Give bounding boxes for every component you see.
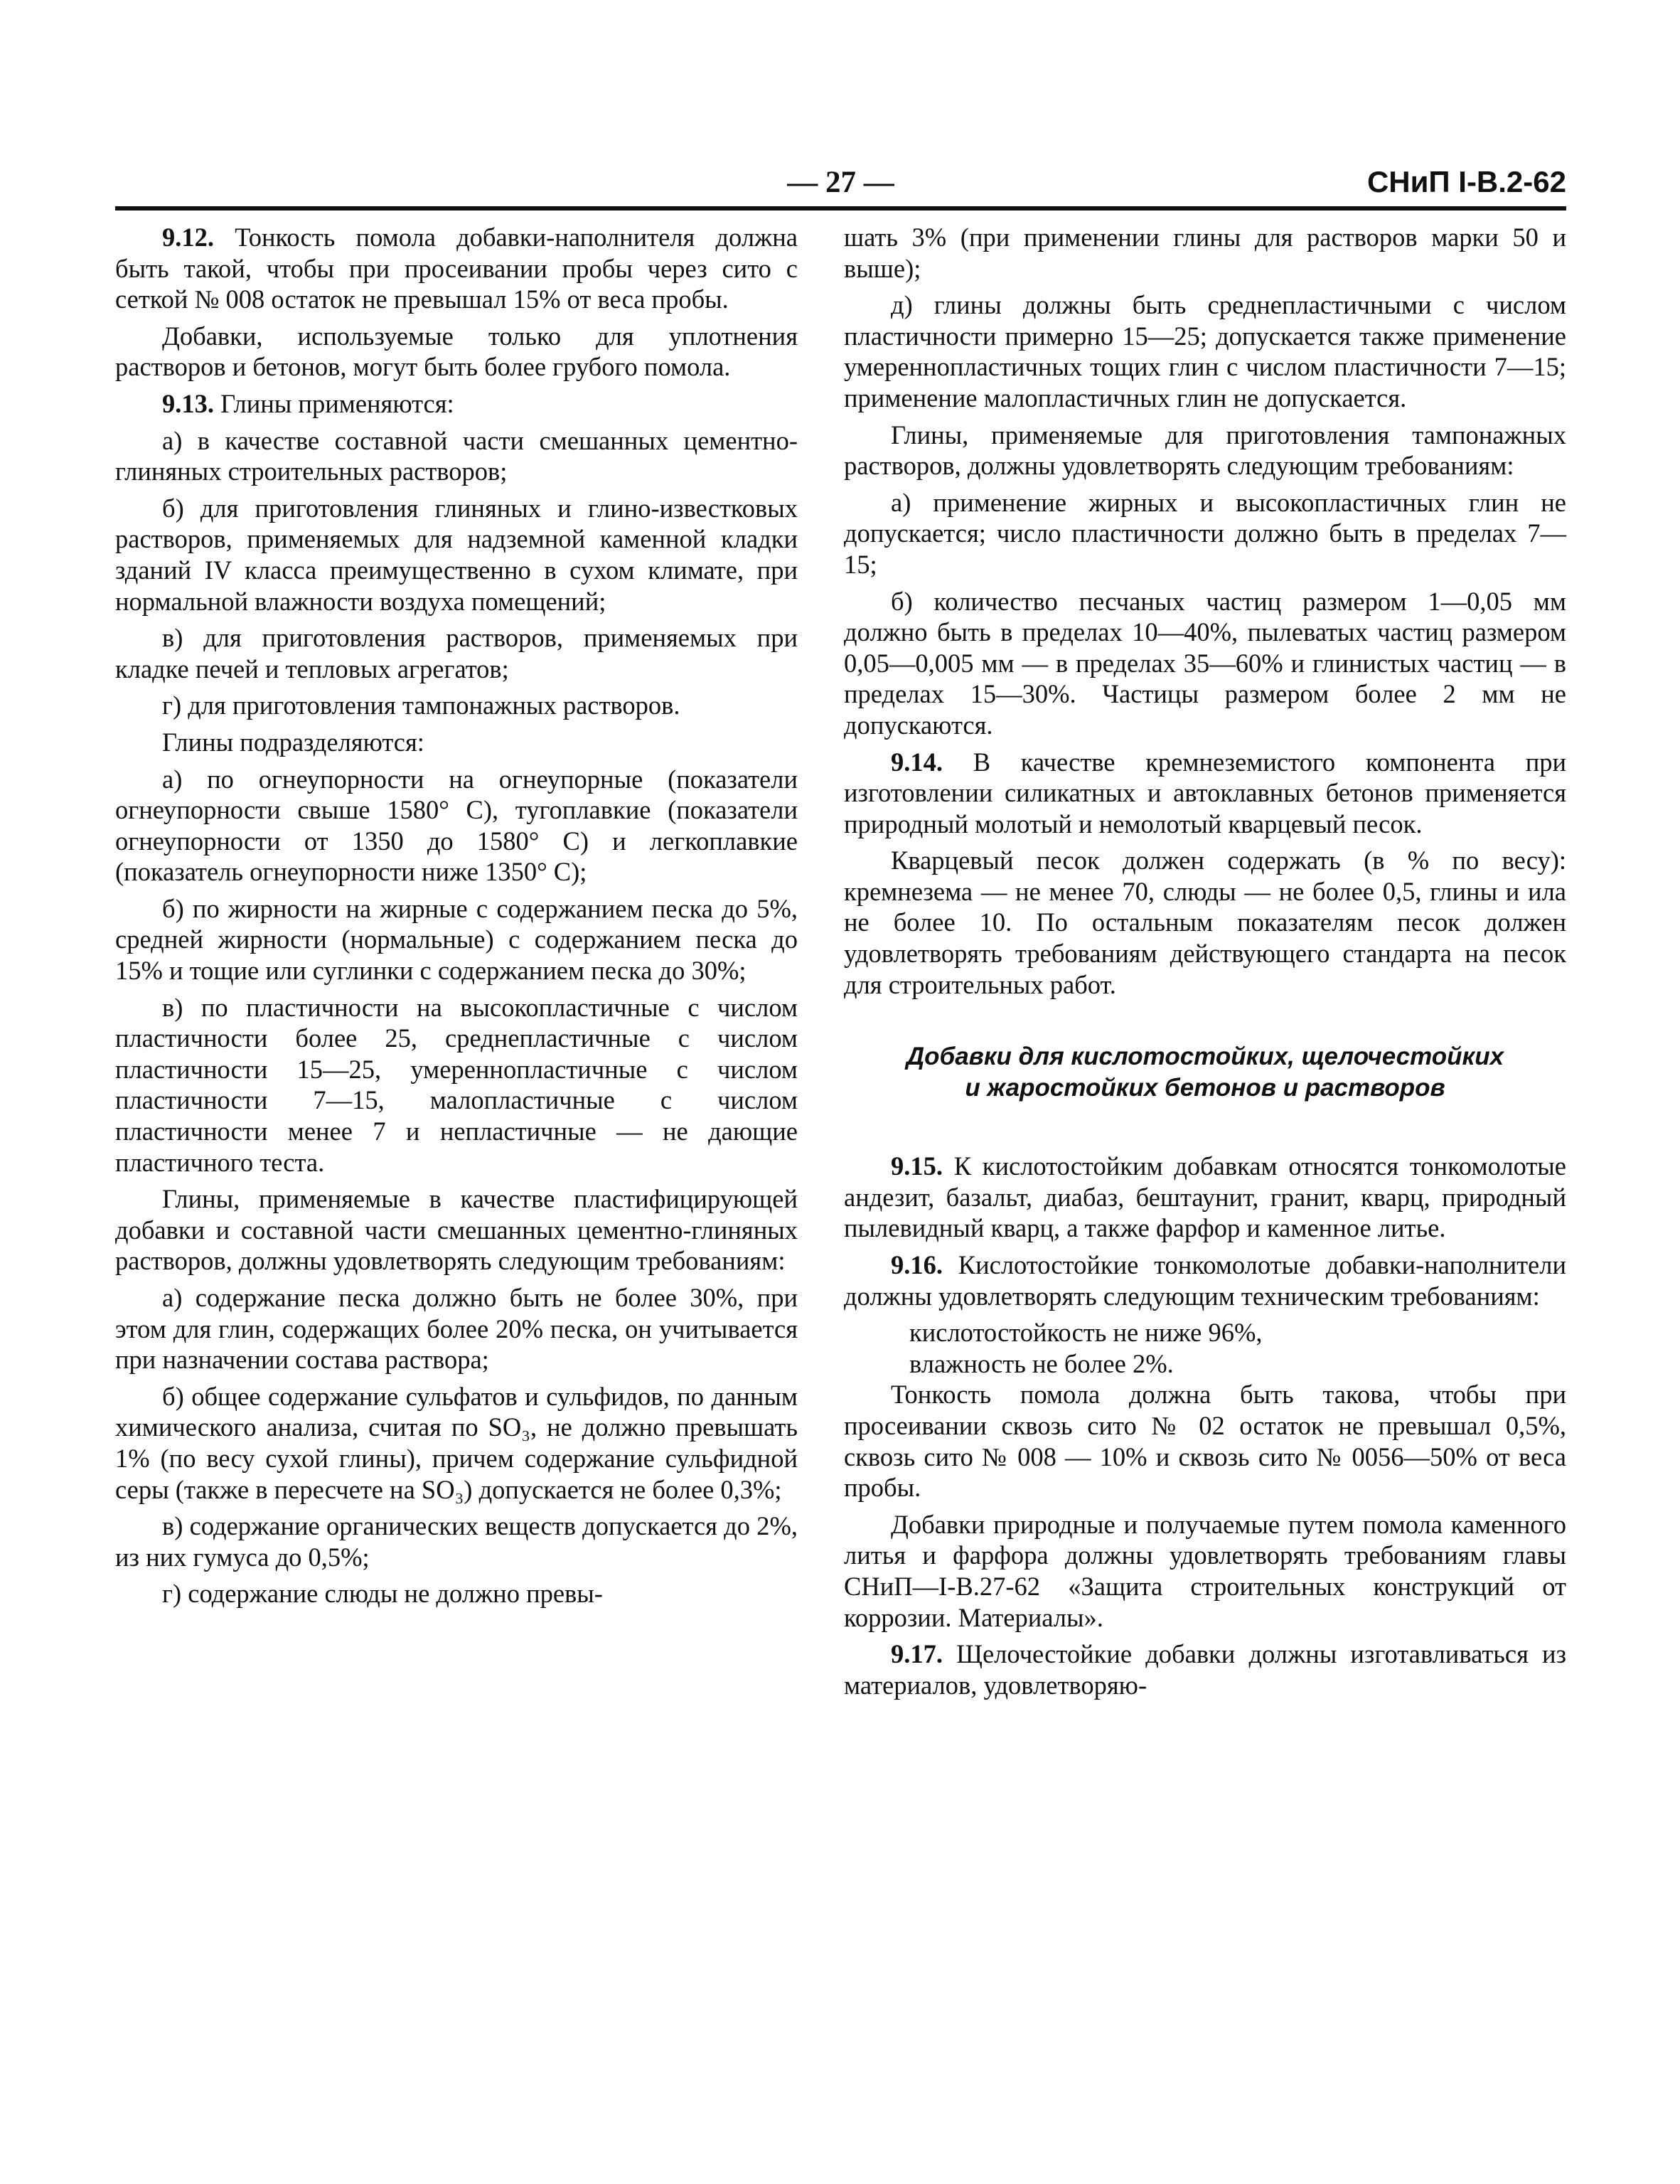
paragraph-text: Кислотостойкие тонкомолотые добавки-наполнители должны удовлетворять следующим техническим требованиям: (844, 1250, 1566, 1311)
paragraph (115, 321, 798, 383)
paragraph (844, 289, 1566, 413)
paragraph-text: б) для приготовления глиняных и глино-известковых растворов, применяемых для надземной каменной кладки зданий IV класса преимущественно в сухом климате, при нормальной влажности воздуха помещений; (115, 493, 798, 616)
paragraph (115, 690, 798, 721)
paragraph (844, 1509, 1566, 1633)
section-heading-line-2: и жаростойких бетонов и растворов (965, 1074, 1445, 1102)
paragraph (115, 493, 798, 617)
paragraph (844, 222, 1566, 284)
paragraph-text: Кварцевый песок должен содержать (в % по весу): кремнезема — не менее 70, слюды — не более 0,5, глины и ила не более 10. По остальным показателям песок должен удовлетворять требованиям действующего стандарта на песок для строительных работ. (844, 846, 1566, 999)
paragraph-text: в) содержание органических веществ допускается до 2%, из них гумуса до 0,5%; (115, 1511, 798, 1572)
clause-number: 9.14. (891, 747, 943, 777)
paragraph-text: Тонкость помола должна быть такова, чтобы при просеивании сквозь сито № 02 остаток не превышал 0,5%, сквозь сито № 008 — 10% и сквозь сито № 0056—50% от веса пробы. (844, 1380, 1566, 1503)
paragraph (844, 845, 1566, 1000)
paragraph (844, 1348, 1566, 1380)
clause-number: 9.15. (891, 1151, 943, 1181)
paragraph-text: Добавки, используемые только для уплотнения растворов и бетонов, могут быть более грубого помола. (115, 321, 798, 382)
left-column (115, 222, 798, 1615)
paragraph-text: влажность не более 2%. (909, 1348, 1174, 1378)
paragraph (844, 1151, 1566, 1244)
paragraph-text: Тонкость помола добавки-наполнителя должна быть такой, чтобы при просеивании пробы через сито с сеткой № 008 остаток не превышал 15% от веса пробы. (115, 223, 798, 314)
clause-number: 9.12. (162, 223, 214, 252)
paragraph (115, 622, 798, 684)
paragraph-text: шать 3% (при применении глины для растворов марки 50 и выше); (844, 223, 1566, 283)
paragraph-text: В качестве кремнеземистого компонента при изготовлении силикатных и автоклавных бетонов применяется природный молотый и немолотый кварцевый песок. (844, 747, 1567, 838)
paragraph-text: в) по пластичности на высокопластичные с числом пластичности более 25, среднепластичные с числом пластичности 15—25, умереннопластичные с числом пластичности 7—15, малопластичные с числом пластичности менее 7 и непластичные — не дающие пластичного теста. (115, 992, 798, 1177)
paragraph (844, 1379, 1566, 1503)
section-heading-line-1: Добавки для кислотостойких, щелочестойких (906, 1043, 1504, 1071)
paragraph (115, 388, 798, 420)
paragraph-text: б) общее содержание сульфатов и сульфидов, по данным химического анализа, считая по SO₃, не должно превышать 1% (по весу сухой глины), причем содержание сульфидной серы (также в пересчете на SO₃) допускается не более 0,3%; (115, 1381, 798, 1504)
paragraph-text: г) для приготовления тампонажных растворов. (162, 691, 680, 720)
page-header (115, 162, 1566, 211)
paragraph-text: кислотостойкость не ниже 96%, (909, 1318, 1263, 1348)
paragraph-text: б) количество песчаных частиц размером 1—0,05 мм должно быть в пределах 10—40%, пылеватых частиц размером 0,05—0,005 мм — в пределах 35—60% и глинистых частиц — в пределах 15—30%. Частицы размером более 2 мм не допускаются. (844, 586, 1566, 740)
paragraph-text: а) в качестве составной части смешанных цементно-глиняных строительных растворов; (115, 425, 798, 486)
paragraph (115, 1578, 798, 1609)
paragraph (844, 1639, 1566, 1700)
paragraph (115, 893, 798, 986)
paragraph (844, 420, 1566, 481)
paragraph-text: д) глины должны быть среднепластичными с числом пластичности примерно 15—25; допускается также применение умереннопластичных тощих глин с числом пластичности 7—15; применение малопластичных глин не допускается. (844, 290, 1566, 412)
clause-number: 9.17. (891, 1639, 943, 1669)
paragraph (115, 992, 798, 1178)
paragraph (844, 586, 1566, 741)
paragraph-text: Глины применяются: (220, 388, 454, 418)
paragraph (115, 1511, 798, 1572)
paragraph (844, 747, 1566, 840)
paragraph-text: а) применение жирных и высокопластичных глин не допускается; число пластичности должно быть в пределах 7—15; (844, 487, 1566, 579)
clause-number: 9.16. (891, 1250, 943, 1280)
paragraph-text: а) по огнеупорности на огнеупорные (показатели огнеупорности свыше 1580° С), тугоплавкие (показатели огнеупорности от 1350 до 1580° С) и легкоплавкие (показатель огнеупорности ниже 1350° С); (115, 764, 798, 887)
paragraph-text: Глины подразделяются: (162, 727, 424, 757)
right-column-bottom (844, 1151, 1566, 1700)
paragraph (844, 1250, 1566, 1311)
paragraph-text: б) по жирности на жирные с содержанием песка до 5%, средней жирности (нормальные) с содержанием песка до 15% и тощие или суглинки с содержанием песка до 30%; (115, 893, 798, 986)
paragraph (115, 764, 798, 888)
paragraph-text: г) содержание слюды не должно превы- (162, 1579, 603, 1609)
paragraph-text: Глины, применяемые для приготовления тампонажных растворов, должны удовлетворять следующим требованиям: (844, 420, 1566, 481)
paragraph (115, 1381, 798, 1505)
paragraph-text: в) для приготовления растворов, применяемых при кладке печей и тепловых агрегатов; (115, 623, 798, 683)
paragraph-text: Щелочестойкие добавки должны изготавливаться из материалов, удовлетворяю- (844, 1639, 1567, 1700)
section-heading (844, 1041, 1566, 1104)
paragraph (844, 487, 1566, 580)
paragraph-text: Добавки природные и получаемые путем помола каменного литья и фарфора должны удовлетворять требованиям главы СНиП—I-В.27-62 «Защита строительных конструкций от коррозии. Материалы». (844, 1509, 1566, 1632)
document-code: СНиП I-В.2-62 (1366, 165, 1566, 198)
paragraph-text: а) содержание песка должно быть не более 30%, при этом для глин, содержащих более 20% песка, он учитывается при назначении состава раствора; (115, 1283, 798, 1375)
paragraph (115, 425, 798, 487)
right-column (844, 222, 1566, 1706)
right-column-top (844, 222, 1566, 1000)
clause-number: 9.13. (162, 388, 214, 418)
paragraph-text: Глины, применяемые в качестве пластифицирующей добавки и составной части смешанных цементно-глиняных растворов, должны удовлетворять следующим требованиям: (115, 1184, 798, 1276)
paragraph (115, 222, 798, 315)
paragraph (115, 727, 798, 758)
paragraph (115, 1183, 798, 1277)
paragraph (115, 1282, 798, 1375)
page-number: — 27 — (787, 166, 894, 199)
paragraph-text: К кислотостойким добавкам относятся тонкомолотые андезит, базальт, диабаз, бештаунит, гранит, кварц, природный пылевидный кварц, а также фарфор и каменное литье. (844, 1151, 1567, 1243)
paragraph (844, 1317, 1566, 1348)
